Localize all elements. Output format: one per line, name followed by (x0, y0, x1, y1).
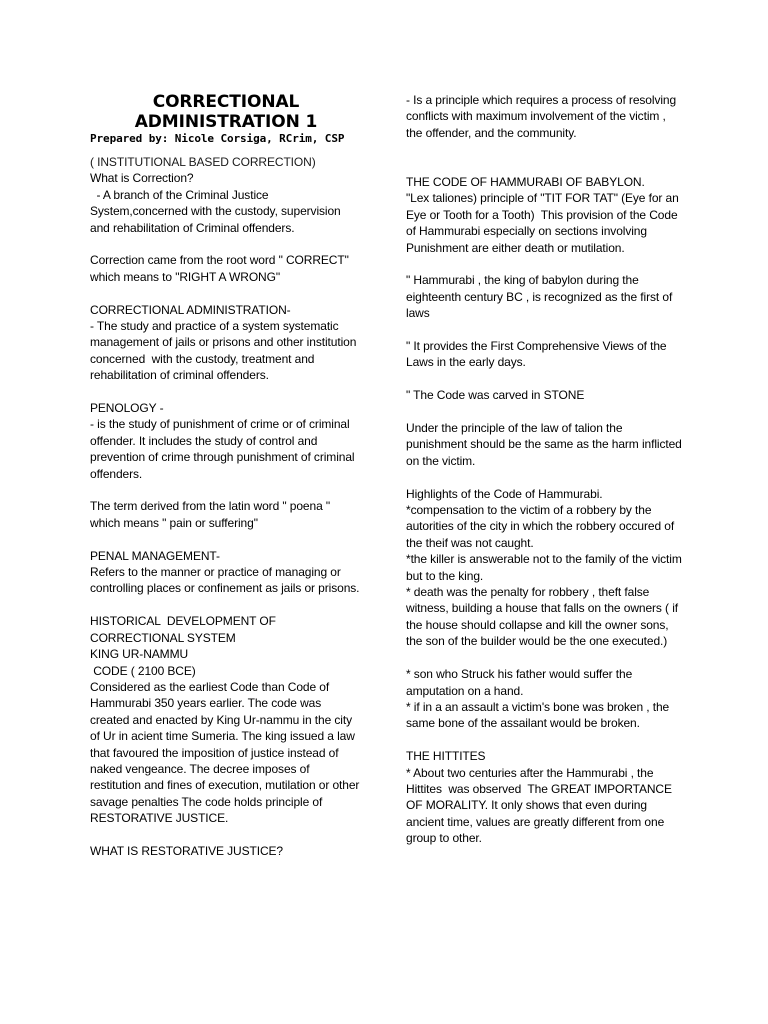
paragraph: CORRECTIONAL ADMINISTRATION- - The study and practice of a system systematic management of jails or prisons and other institution concerned with the custody, treatment and rehabilitation of criminal offenders. (90, 302, 357, 383)
paragraph: HISTORICAL DEVELOPMENT OF CORRECTIONAL SYSTEM KING UR-NAMMU CODE ( 2100 BCE) Considered as the earliest Code than Code of Hammurabi 350 years earlier. The code was created and enacted by King Ur-nammu in the city of Ur in acient time Sumeria. The king issued a law that favoured the imposition of justice instead of naked vengeance. The decree imposes of restitution and fines of execution, mutilation or other savage penalties The code holds principle of RESTORATIVE JUSTICE. (90, 614, 360, 826)
left-column (90, 92, 362, 859)
paragraph: WHAT IS RESTORATIVE JUSTICE? (90, 843, 284, 858)
paragraph: Under the principle of the law of talion the punishment should be the same as the harm inflicted on the victim. (406, 421, 685, 468)
paragraph: * son who Struck his father would suffer the amputation on a hand. * if in a an assault a victim's bone was broken , the same bone of the assailant would be broken. (406, 667, 670, 731)
prepared-by: Prepared by: Nicole Corsiga, RCrim, CSP (90, 132, 345, 145)
paragraph: " It provides the First Comprehensive Views of the Laws in the early days. (406, 339, 670, 370)
paragraph: What is Correction? - A branch of the Criminal Justice System,concerned with the custody, supervision and rehabilitation of Criminal offenders. (90, 171, 341, 235)
paragraph: " Hammurabi , the king of babylon during the eighteenth century BC , is recognized as the first of laws (406, 273, 676, 321)
paragraph: PENAL MANAGEMENT- Refers to the manner or practice of managing or controlling places or confinement as jails or prisons. (90, 548, 360, 596)
paragraph: " The Code was carved in STONE (406, 388, 585, 403)
paragraph: PENOLOGY - - is the study of punishment of crime or of criminal offender. It includes the study of control and prevention of crime through punishment of criminal offenders. (90, 401, 355, 481)
paragraph: Highlights of the Code of Hammurabi. *compensation to the victim of a robbery by the autorities of the city in which the robbery occured of the theif was not caught. *the killer is answerable not to the family of the victim but to the king. * death was the penalty for robbery , theft false witness, building a house that falls on the owners ( if the house should collapse and kill the owner sons, the son of the builder would be the one executed.) (406, 486, 682, 649)
title-line-1: CORRECTIONAL (152, 92, 300, 112)
paragraph: The term derived from the latin word " poena " which means " pain or suffering" (90, 499, 334, 530)
paragraph: THE HITTITES * About two centuries after the Hammurabi , the Hittites was observed The GREAT IMPORTANCE OF MORALITY. It only shows that even during ancient time, values are greatly different from one group to other. (406, 749, 672, 846)
title-line-2: ADMINISTRATION 1 (134, 112, 318, 132)
right-column (406, 92, 685, 847)
paragraph: - Is a principle which requires a process of resolving conflicts with maximum involvement of the victim , the offender, and the community. (406, 93, 680, 140)
section-label: ( INSTITUTIONAL BASED CORRECTION) (90, 155, 316, 169)
paragraph: THE CODE OF HAMMURABI OF BABYLON. "Lex taliones) principle of "TIT FOR TAT" (Eye for an Eye or Tooth for a Tooth) This provision of the Code of Hammurabi especially on sections involving Punishment are either death or mutilation. (406, 175, 679, 255)
document-title (90, 92, 362, 132)
paragraph: Correction came from the root word " CORRECT" which means to "RIGHT A WRONG" (90, 253, 352, 284)
